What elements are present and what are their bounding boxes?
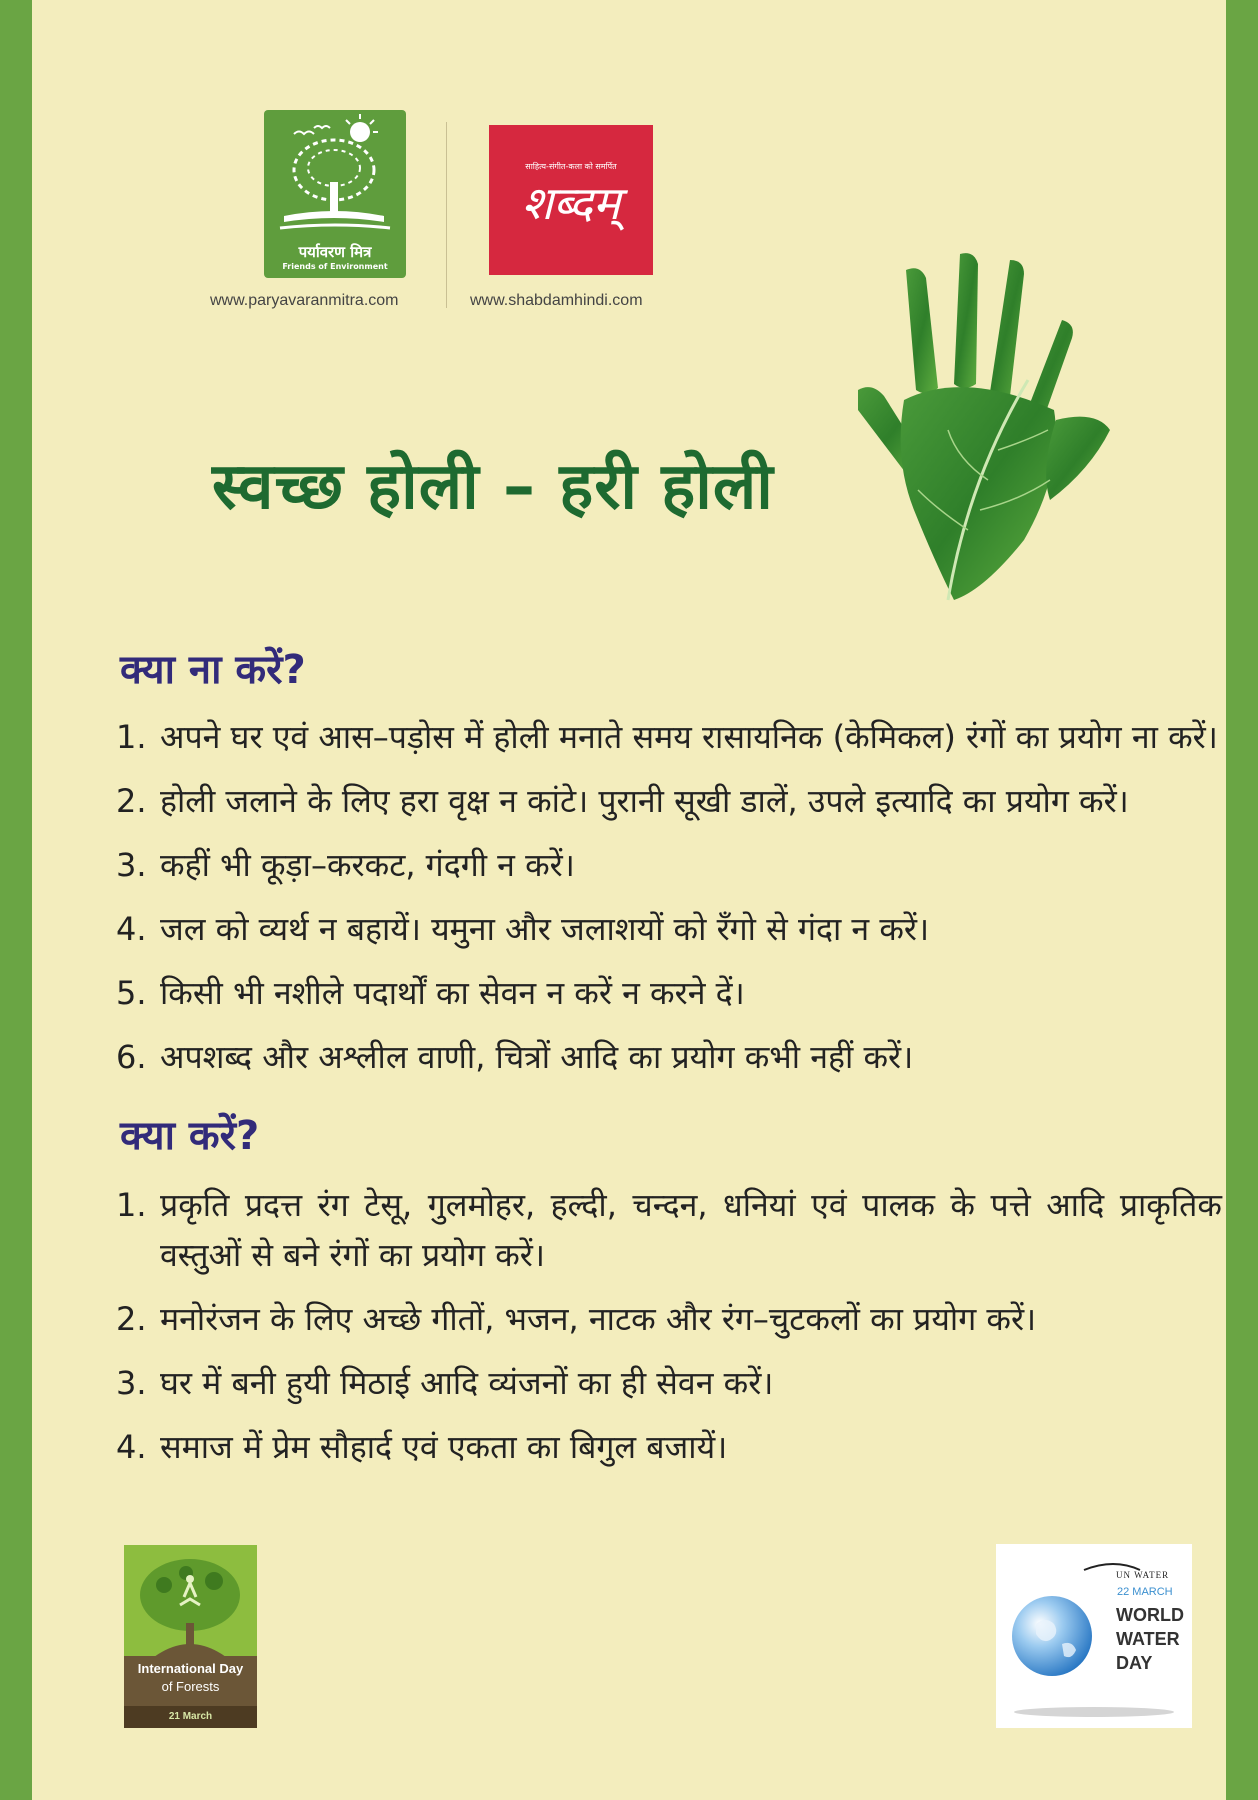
water-day-line1: WORLD (1116, 1605, 1184, 1625)
item-text: होली जलाने के लिए हरा वृक्ष न कांटे। पुरानी सूखी डालें, उपले इत्यादि का प्रयोग करें। (160, 782, 1129, 820)
tree-of-life-icon (124, 1545, 257, 1657)
water-day-line3: DAY (1116, 1653, 1153, 1673)
paryavaran-mitra-url[interactable]: www.paryavaranmitra.com (210, 292, 399, 309)
item-text: जल को व्यर्थ न बहायें। यमुना और जलाशयों को रँगो से गंदा न करें। (160, 910, 930, 948)
leaf-hand-icon (848, 250, 1128, 610)
list-item (116, 776, 1222, 840)
donts-list (116, 712, 1222, 1096)
forest-title-line1: International Day (137, 1661, 244, 1676)
international-day-of-forests-logo (124, 1545, 257, 1728)
dos-list (116, 1180, 1222, 1486)
list-item (116, 1032, 1222, 1096)
paryavaran-mitra-english-name: Friends of Environment (282, 262, 388, 271)
list-item (116, 1422, 1222, 1486)
list-item (116, 840, 1222, 904)
tree-icon (264, 110, 406, 240)
item-number: 5. (116, 974, 147, 1012)
list-item (116, 1358, 1222, 1422)
list-item (116, 1294, 1222, 1358)
forest-date: 21 March (124, 1706, 257, 1728)
item-number: 6. (116, 1038, 147, 1076)
forest-title-line2: of Forests (161, 1679, 220, 1694)
un-water-label: UN WATER (1116, 1570, 1170, 1580)
item-text: कहीं भी कूड़ा–करकट, गंदगी न करें। (160, 846, 575, 884)
item-number: 3. (116, 846, 147, 884)
list-item (116, 1180, 1222, 1294)
main-title: स्वच्छ होली – हरी होली (212, 450, 774, 524)
item-text: किसी भी नशीले पदार्थों का सेवन न करें न करने दें। (160, 974, 745, 1012)
paryavaran-mitra-logo (264, 110, 406, 278)
item-text: घर में बनी हुयी मिठाई आदि व्यंजनों का ही सेवन करें। (160, 1364, 774, 1402)
shabdam-url[interactable]: www.shabdamhindi.com (470, 292, 643, 309)
shabdam-tagline: साहित्य-संगीत-कला को समर्पित (525, 162, 617, 171)
item-text: मनोरंजन के लिए अच्छे गीतों, भजन, नाटक और रंग–चुटकलों का प्रयोग करें। (160, 1300, 1037, 1338)
item-number: 4. (116, 910, 147, 948)
world-water-day-logo (996, 1544, 1192, 1728)
list-item (116, 712, 1222, 776)
item-number: 2. (116, 782, 147, 820)
list-item (116, 904, 1222, 968)
shabdam-logo (489, 125, 653, 275)
item-text: समाज में प्रेम सौहार्द एवं एकता का बिगुल बजायें। (160, 1428, 728, 1466)
shabdam-name: शब्दम् (521, 176, 621, 230)
item-number: 4. (116, 1428, 147, 1466)
water-day-line2: WATER (1116, 1629, 1180, 1649)
item-text: अपशब्द और अश्लील वाणी, चित्रों आदि का प्रयोग कभी नहीं करें। (160, 1038, 914, 1076)
poster-page (32, 0, 1226, 1800)
item-number: 1. (116, 718, 147, 756)
header-divider (446, 122, 447, 308)
list-item (116, 968, 1222, 1032)
item-number: 2. (116, 1300, 147, 1338)
water-day-date: 22 MARCH (1117, 1586, 1173, 1598)
item-number: 3. (116, 1364, 147, 1402)
item-text: प्रकृति प्रदत्त रंग टेसू, गुलमोहर, हल्दी, चन्दन, धनियां एवं पालक के पत्ते आदि प्राकृतिक वस्तुओं से बने रंगों का प्रयोग करें। (160, 1186, 1222, 1274)
dos-heading: क्या करें? (120, 1113, 260, 1159)
item-text: अपने घर एवं आस–पड़ोस में होली मनाते समय रासायनिक (केमिकल) रंगों का प्रयोग ना करें। (160, 718, 1218, 756)
donts-heading: क्या ना करें? (120, 647, 306, 693)
paryavaran-mitra-hindi-name: पर्यावरण मित्र (298, 243, 372, 261)
item-number: 1. (116, 1186, 147, 1224)
